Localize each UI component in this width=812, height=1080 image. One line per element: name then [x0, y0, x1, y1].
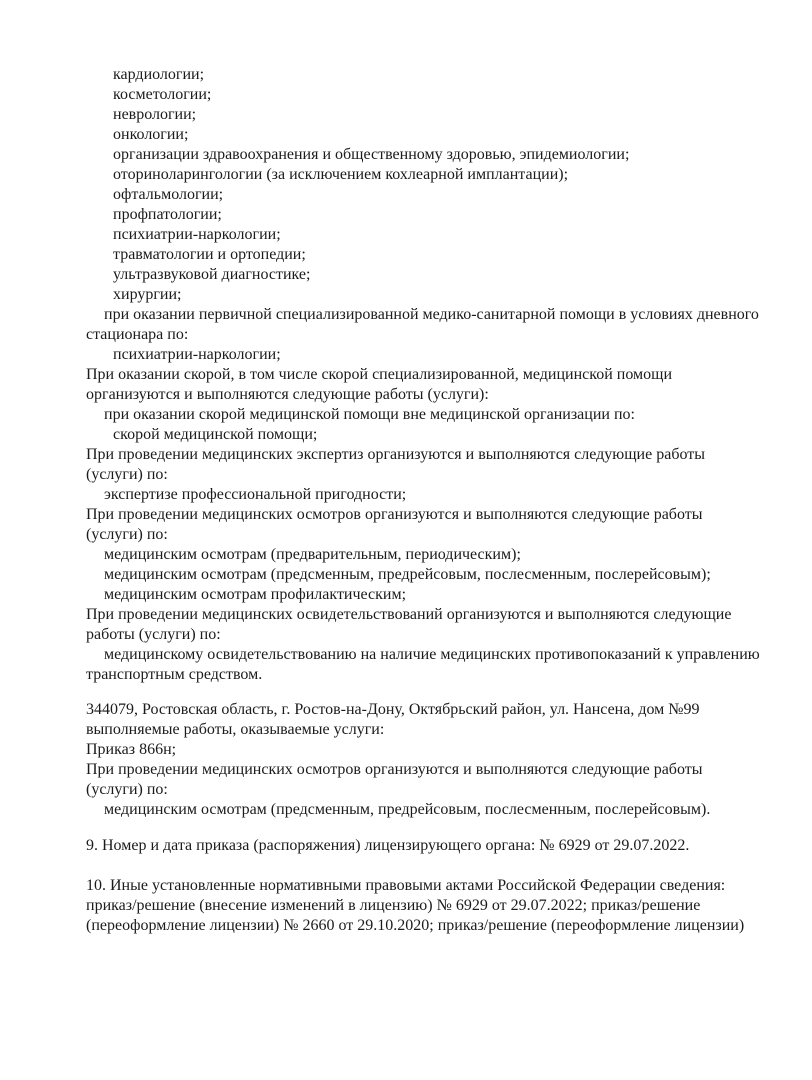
- blank-line: [86, 856, 776, 876]
- text-line: медицинским осмотрам (предсменным, предрейсовым, послесменным, послерейсовым);: [104, 566, 711, 583]
- text-line: При проведении медицинских осмотров организуются и выполняются следующие работы: [86, 761, 703, 778]
- text-line: (услуги) по:: [86, 526, 168, 543]
- document-text-block: [86, 65, 776, 936]
- text-line: медицинским осмотрам (предсменным, предрейсовым, послесменным, послерейсовым).: [104, 801, 711, 818]
- text-line: оториноларингологии (за исключением кохлеарной имплантации);: [113, 166, 569, 183]
- text-line: хирургии;: [113, 286, 182, 303]
- text-line: неврологии;: [113, 106, 197, 123]
- text-line: психиатрии-наркологии;: [113, 226, 281, 243]
- text-line: выполняемые работы, оказываемые услуги:: [86, 721, 385, 738]
- text-line: организации здравоохранения и общественному здоровью, эпидемиологии;: [113, 146, 630, 163]
- text-line: травматологии и ортопедии;: [113, 246, 306, 263]
- text-line: Приказ 866н;: [86, 741, 177, 758]
- blank-line: [86, 820, 776, 836]
- text-line: офтальмологии;: [113, 186, 224, 203]
- text-line: экспертизе профессиональной пригодности;: [104, 486, 407, 503]
- text-line: медицинским осмотрам (предварительным, периодическим);: [104, 546, 521, 563]
- text-line: При проведении медицинских экспертиз организуются и выполняются следующие работы: [86, 446, 705, 463]
- text-line: При проведении медицинских освидетельствований организуются и выполняются следующие: [86, 606, 732, 623]
- text-line: 9. Номер и дата приказа (распоряжения) лицензирующего органа: № 6929 от 29.07.2022.: [86, 837, 690, 854]
- text-line: При оказании скорой, в том числе скорой специализированной, медицинской помощи: [86, 366, 673, 383]
- text-line: организуются и выполняются следующие работы (услуги):: [86, 386, 489, 403]
- text-line: косметологии;: [113, 86, 212, 103]
- text-line: 344079, Ростовская область, г. Ростов-на-Дону, Октябрьский район, ул. Нансена, дом №99: [86, 701, 700, 718]
- text-line: кардиологии;: [113, 66, 205, 83]
- text-line: (переоформление лицензии) № 2660 от 29.10.2020; приказ/решение (переоформление лицензии): [86, 917, 745, 934]
- text-line: транспортным средством.: [86, 666, 263, 683]
- text-line: При проведении медицинских осмотров организуются и выполняются следующие работы: [86, 506, 703, 523]
- text-line: скорой медицинской помощи;: [113, 426, 318, 443]
- text-line: профпатологии;: [113, 206, 222, 223]
- blank-line: [86, 685, 776, 700]
- text-line: (услуги) по:: [86, 781, 168, 798]
- text-line: ультразвуковой диагностике;: [113, 266, 311, 283]
- text-line: 10. Иные установленные нормативными правовыми актами Российской Федерации сведения:: [86, 877, 726, 894]
- text-line: психиатрии-наркологии;: [113, 346, 281, 363]
- text-line: стационара по:: [86, 326, 189, 343]
- text-line: работы (услуги) по:: [86, 626, 221, 643]
- text-line: медицинским осмотрам профилактическим;: [104, 586, 407, 603]
- text-line: приказ/решение (внесение изменений в лицензию) № 6929 от 29.07.2022; приказ/решение: [86, 897, 701, 914]
- text-line: онкологии;: [113, 126, 189, 143]
- text-line: медицинскому освидетельствованию на наличие медицинских противопоказаний к управлению: [104, 646, 760, 663]
- text-line: при оказании первичной специализированной медико-санитарной помощи в условиях дневного: [104, 306, 759, 323]
- text-line: (услуги) по:: [86, 466, 168, 483]
- text-line: при оказании скорой медицинской помощи вне медицинской организации по:: [104, 406, 635, 423]
